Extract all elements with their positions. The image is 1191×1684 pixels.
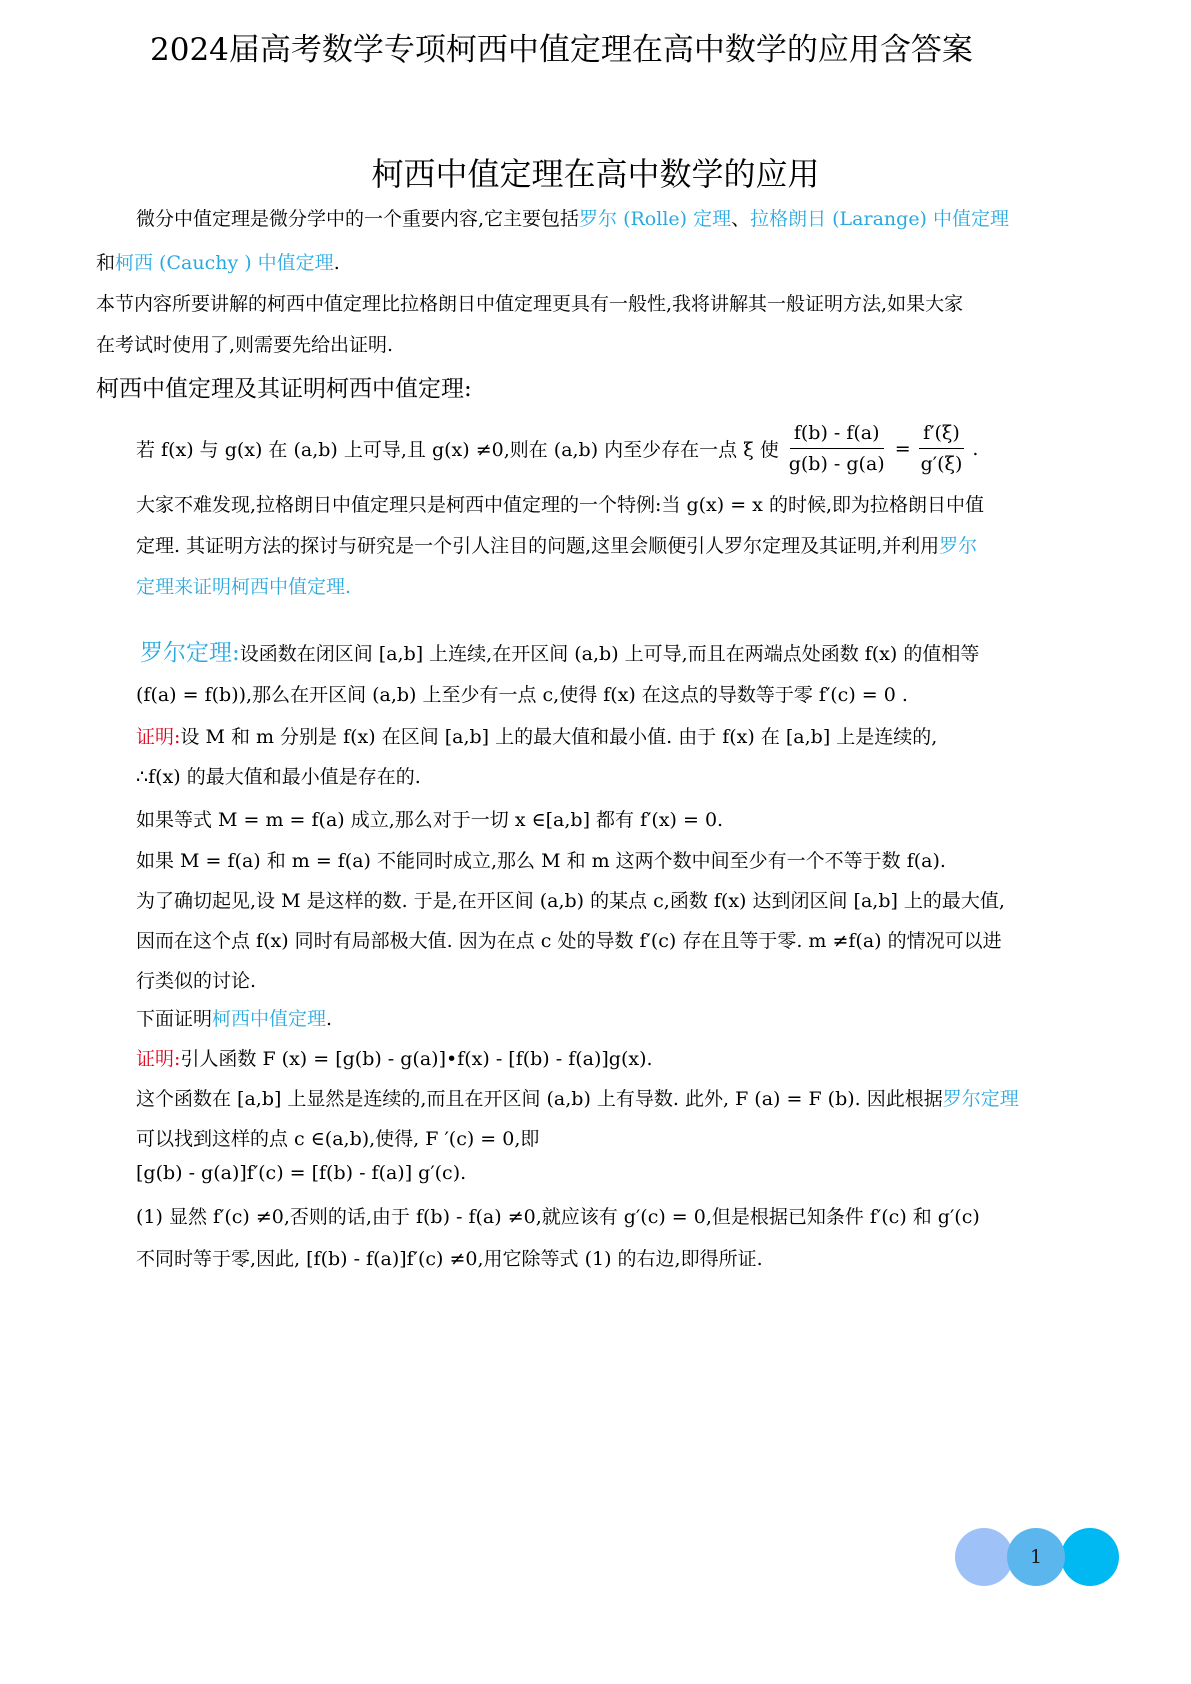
page-badge-left-circle [955,1528,1013,1586]
fraction-denominator: g(b) - g(a) [788,453,885,475]
proof-label: 证明: [136,726,181,748]
transition-line [136,1004,332,1031]
period: . [972,437,979,460]
intro-text: 微分中值定理是微分学中的一个重要内容,它主要包括 [136,208,580,230]
proof2-line-5: (1) 显然 f′(c) ≠0,否则的话,由于 f(b) - f(a) ≠0,就应该有 g′(c) = 0,但是根据已知条件 f′(c) 和 g′(c) [136,1206,980,1228]
proof1-line-5: 为了确切起见,设 M 是这样的数. 于是,在开区间 (a,b) 的某点 c,函数 f(x) 达到闭区间 [a,b] 上的最大值, [136,890,1005,912]
cauchy-theorem-link[interactable]: 柯西 (Cauchy ) 中值定理 [115,252,334,274]
proof-text: 引人函数 F (x) = [g(b) - g(a)]•f(x) - [f(b) - f(a)]g(x). [180,1048,653,1070]
rolle-theorem-link[interactable]: 罗尔 (Rolle) 定理 [579,208,732,230]
transition-text: 下面证明 [136,1008,213,1030]
fraction-numerator: f(b) - f(a) [790,420,884,449]
period: . [326,1008,333,1030]
proof-text: 设 M 和 m 分别是 f(x) 在区间 [a,b] 上的最大值和最小值. 由于 f(x) 在 [a,b] 上是连续的, [180,726,938,748]
rolle-statement: 设函数在闭区间 [a,b] 上连续,在开区间 (a,b) 上可导,而且在两端点处函数 f(x) 的值相等 [239,643,980,665]
page-badge-right-circle [1061,1528,1119,1586]
proof2-line-3: 可以找到这样的点 c ∈(a,b),使得, F ′(c) = 0,即 [136,1128,540,1150]
proof1-line-1 [136,722,937,749]
conjunction: 和 [96,252,116,274]
proof1-line-7: 行类似的讨论. [136,970,257,992]
page-number-badge [955,1528,1125,1608]
intro-line-2 [96,248,340,275]
proof-label: 证明: [136,1048,181,1070]
fraction-denominator: g′(ξ) [920,453,963,475]
remark-line-2 [136,531,977,558]
proof2-line-1 [136,1044,653,1071]
proof1-line-2: ∴f(x) 的最大值和最小值是存在的. [136,766,421,788]
rolle-theorem-line-2: (f(a) = f(b)),那么在开区间 (a,b) 上至少有一点 c,使得 f(x) 在这点的导数等于零 f′(c) = 0 . [136,684,908,706]
proof1-line-6: 因而在这个点 f(x) 同时有局部极大值. 因为在点 c 处的导数 f′(c) 存在且等于零. m ≠f(a) 的情况可以进 [136,930,1002,952]
proof1-line-4: 如果 M = f(a) 和 m = f(a) 不能同时成立,那么 M 和 m 这两个数中间至少有一个不等于数 f(a). [136,850,946,872]
remark-text: 定理. 其证明方法的探讨与研究是一个引人注目的问题,这里会顺便引人罗尔定理及其证明,并利用 [136,535,940,557]
document-title: 2024届高考数学专项柯西中值定理在高中数学的应用含答案 [150,32,973,68]
cauchy-link[interactable]: 柯西中值定理 [212,1008,327,1030]
proof2-line-2 [136,1084,1019,1111]
rolle-link[interactable]: 罗尔定理 [942,1088,1019,1110]
theorem-statement [136,420,978,477]
equals-sign: = [894,437,911,460]
remark-line-1: 大家不难发现,拉格朗日中值定理只是柯西中值定理的一个特例:当 g(x) = x 的时候,即为拉格朗日中值 [136,494,984,516]
rolle-theorem-line-1 [140,634,979,667]
theorem-heading: 柯西中值定理及其证明柯西中值定理: [96,376,472,402]
intro-line-1 [136,204,1009,231]
proof-text: 这个函数在 [a,b] 上显然是连续的,而且在开区间 (a,b) 上有导数. 此外, F (a) = F (b). 因此根据 [136,1088,943,1110]
remark-line-3-link[interactable]: 定理来证明柯西中值定理. [136,576,352,598]
theorem-prefix: 若 f(x) 与 g(x) 在 (a,b) 上可导,且 g(x) ≠0,则在 (a,b) 内至少存在一点 ξ 使 [136,439,779,461]
intro-p2-line-1: 本节内容所要讲解的柯西中值定理比拉格朗日中值定理更具有一般性,我将讲解其一般证明方法,如果大家 [96,293,964,315]
page-number: 1 [1007,1528,1065,1586]
proof2-line-6: 不同时等于零,因此, [f(b) - f(a)]f′(c) ≠0,用它除等式 (1) 的右边,即得所证. [136,1248,763,1270]
fraction-derivatives [917,420,967,477]
rolle-theorem-label[interactable]: 罗尔定理: [140,640,240,666]
intro-p2-line-2: 在考试时使用了,则需要先给出证明. [96,334,394,356]
proof2-line-4: [g(b) - g(a)]f′(c) = [f(b) - f(a)] g′(c). [136,1162,467,1184]
fraction-f-over-g [785,420,889,477]
lagrange-theorem-link[interactable]: 拉格朗日 (Larange) 中值定理 [750,208,1010,230]
proof1-line-3: 如果等式 M = m = f(a) 成立,那么对于一切 x ∈[a,b] 都有 f′(x) = 0. [136,809,724,831]
rolle-link[interactable]: 罗尔 [939,535,978,557]
separator: 、 [731,208,751,230]
fraction-numerator: f′(ξ) [919,420,964,449]
period: . [333,252,340,274]
section-title: 柯西中值定理在高中数学的应用 [371,155,820,193]
